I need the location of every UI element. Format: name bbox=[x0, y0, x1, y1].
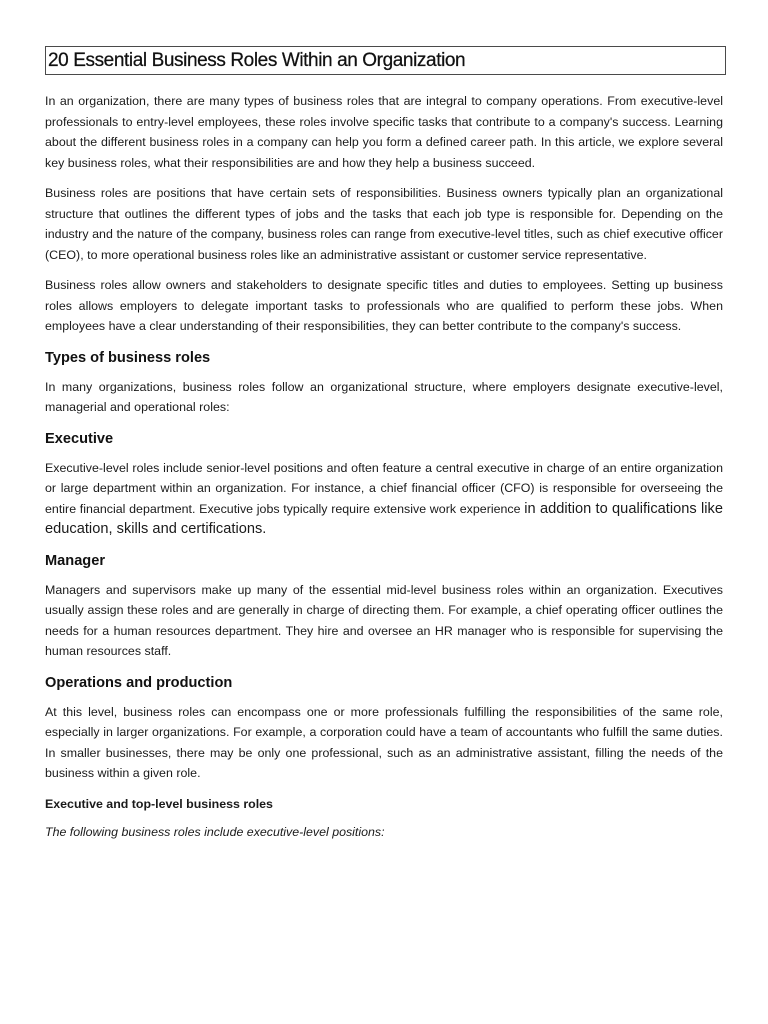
types-paragraph: In many organizations, business roles follow an organizational structure, where employers designate executive-level, managerial and operational roles: bbox=[45, 379, 723, 414]
operations-heading: Operations and production bbox=[45, 674, 233, 691]
document-title: 20 Essential Business Roles Within an Organization bbox=[48, 50, 466, 71]
intro-paragraph-1: In an organization, there are many types of business roles that are integral to company operations. From executive-level professionals to entry-level employees, these roles involve specific tasks that contribute to a company's success. Learning about the different business roles in a company can help you form a defined career path. In this article, we explore several key business roles, what their responsibilities are and how they help a business succeed. bbox=[45, 94, 723, 170]
executive-heading: Executive bbox=[45, 430, 114, 447]
manager-heading: Manager bbox=[45, 552, 106, 569]
title-box bbox=[45, 46, 726, 75]
executive-text-large: in addition to qualifications like education, skills and certifications. bbox=[45, 500, 723, 537]
intro-paragraph-3: Business roles allow owners and stakeholders to designate specific titles and duties to employees. Setting up business roles allows employers to delegate important tasks to professionals who are qualified to perform these jobs. When employees have a clear understanding of their responsibilities, they can better contribute to the company's success. bbox=[45, 278, 723, 333]
operations-paragraph: At this level, business roles can encompass one or more professionals fulfilling the responsibilities of the same role, especially in larger organizations. For example, a corporation could have a team of accountants who fulfill the same duties. In smaller businesses, there may be only one professional, such as an administrative assistant, filling the needs of the business within a given role. bbox=[45, 704, 723, 780]
manager-paragraph: Managers and supervisors make up many of the essential mid-level business roles within an organization. Executives usually assign these roles and are generally in charge of directing them. For example, a chief operating officer outlines the needs for a human resources department. They hire and oversee an HR manager who is responsible for supervising the human resources staff. bbox=[45, 582, 723, 658]
intro-paragraph-2: Business roles are positions that have certain sets of responsibilities. Business owners typically plan an organizational structure that outlines the different types of jobs and the tasks that each job type is responsible for. Depending on the industry and the nature of the company, business roles can range from executive-level titles, such as chief executive officer (CEO), to more operational business roles like an administrative assistant or customer service representative. bbox=[45, 186, 723, 262]
executive-text: Executive-level roles include senior-level positions and often feature a central executive in charge of an entire organization or large department within an organization. For instance, a chief financial officer (CFO) is responsible for overseeing the entire financial department. Executive jobs typically require extensive work experience bbox=[45, 460, 723, 516]
exec-top-intro: The following business roles include executive-level positions: bbox=[45, 824, 385, 839]
executive-paragraph bbox=[45, 458, 723, 540]
types-heading: Types of business roles bbox=[45, 349, 211, 366]
exec-top-heading: Executive and top-level business roles bbox=[45, 796, 273, 811]
